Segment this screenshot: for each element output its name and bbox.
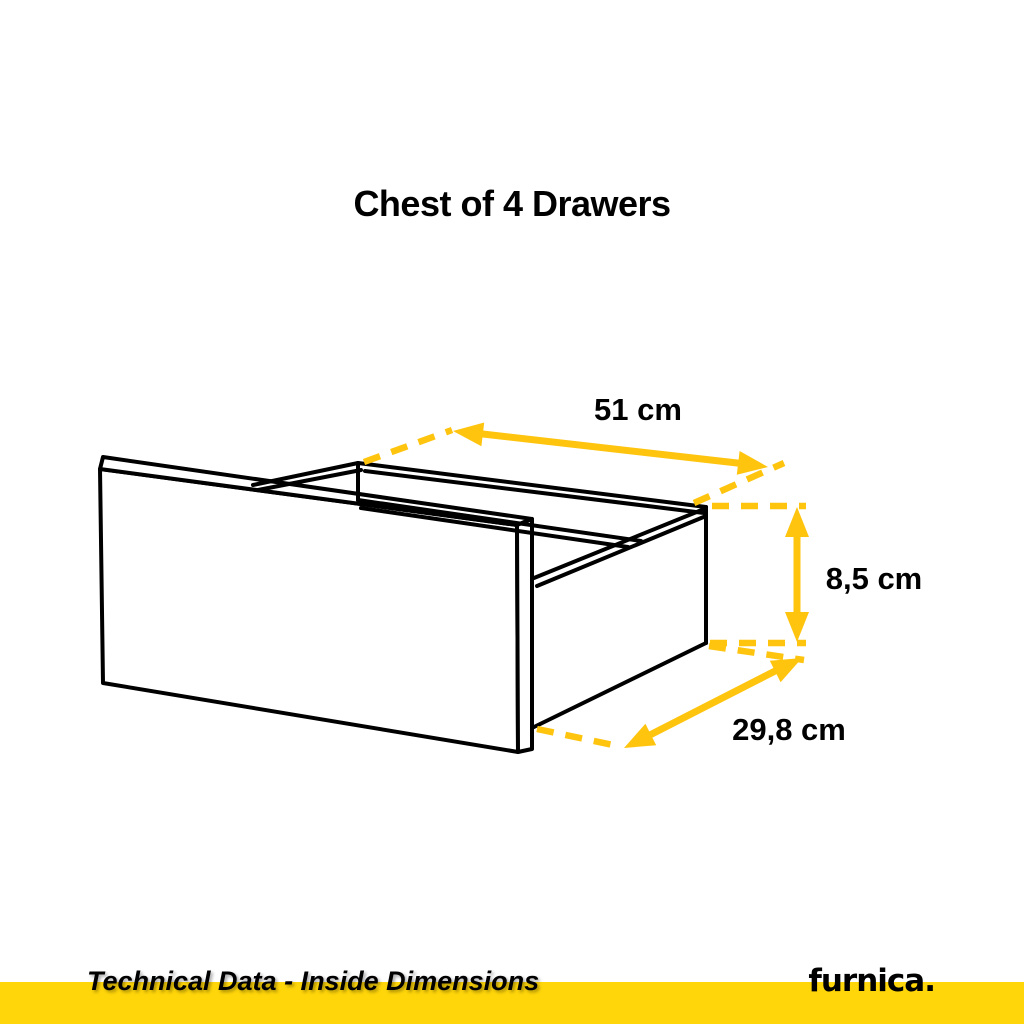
dimension-depth [537,646,846,748]
depth-label: 29,8 cm [732,712,846,747]
height-label: 8,5 cm [825,561,923,596]
height-arrowhead-top [785,507,809,537]
box-right-side-top-outer [534,509,704,578]
dimension-height [710,506,922,643]
width-arrowhead-left [453,423,484,447]
brand-logo: furnica. [808,963,935,999]
width-extension-left [364,430,452,462]
dimension-width [364,392,784,503]
box-bottom-right-edge [534,643,706,727]
box-right-side-top-inner [537,516,706,586]
height-arrowhead-bottom [785,612,809,642]
front-panel-right-edge [517,519,532,752]
width-arrow-line [474,433,746,464]
depth-arrowhead-right [770,658,802,682]
depth-arrowhead-left [624,724,656,748]
width-label: 51 cm [594,392,682,427]
depth-extension-right [709,646,804,660]
drawer-front-panel [100,457,532,752]
depth-extension-left [537,729,618,746]
footer-technical-data-text: Technical Data - Inside Dimensions [87,966,540,996]
page-title: Chest of 4 Drawers [353,183,671,224]
width-arrowhead-right [737,451,768,475]
